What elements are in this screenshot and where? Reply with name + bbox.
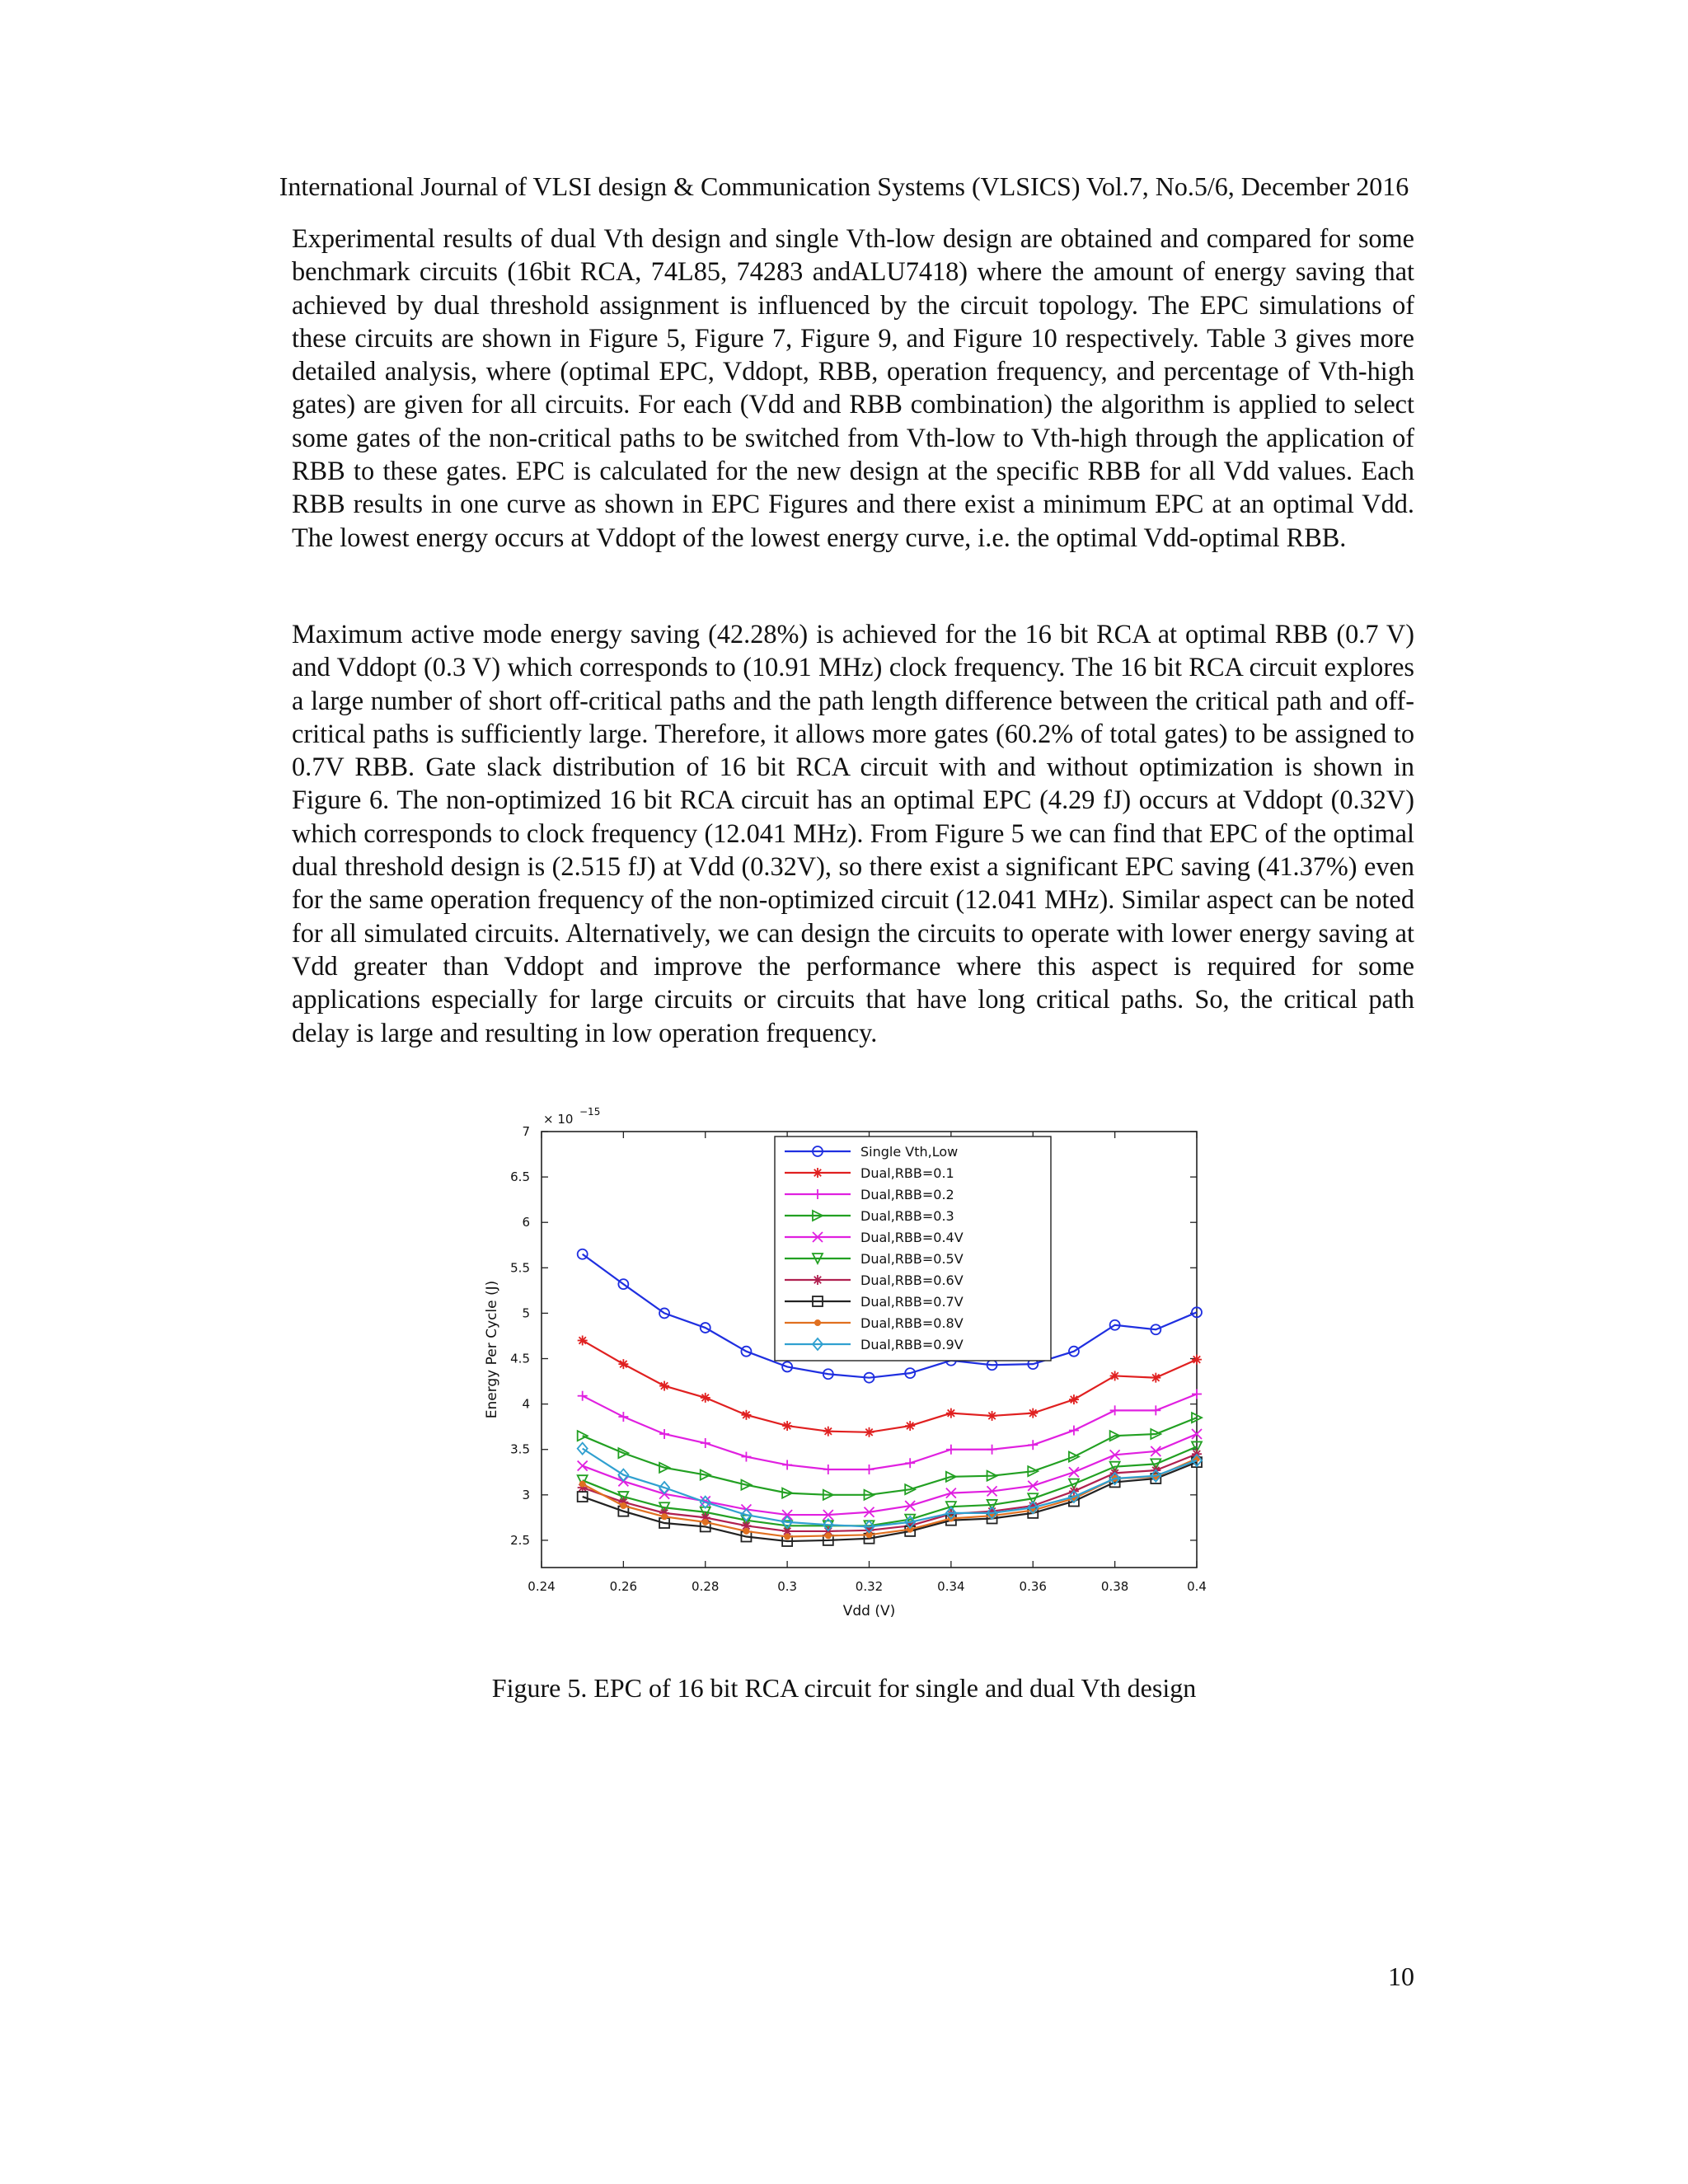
x-tick-label: 0.34 [937,1579,965,1594]
data-point [987,1411,997,1421]
x-tick-label: 0.28 [692,1579,720,1594]
data-point [1192,1355,1202,1365]
journal-header: International Journal of VLSI design & Communication Systems (VLSICS) Vol.7, No.5/6, December 2016 [279,171,1409,201]
data-point [579,1481,585,1487]
data-point [1028,1408,1038,1418]
y-tick-label: 7 [522,1124,530,1139]
y-axis-label: Energy Per Cycle (J) [484,1280,500,1419]
x-tick-label: 0.26 [609,1579,638,1594]
y-tick-label: 4 [522,1396,530,1412]
legend-label: Dual,RBB=0.2 [860,1187,954,1202]
y-exponent-power: −15 [579,1106,601,1118]
y-tick-label: 5 [522,1305,530,1321]
data-point [702,1519,708,1525]
data-point [946,1408,956,1418]
data-point [782,1421,792,1431]
y-exponent-label: × 10 [543,1112,574,1127]
legend-marker [815,1320,821,1326]
epc-figure [478,1104,1220,1632]
x-tick-label: 0.36 [1019,1579,1047,1594]
y-tick-label: 5.5 [510,1260,530,1276]
data-point [662,1514,668,1520]
data-point [1110,1371,1120,1380]
legend-label: Dual,RBB=0.4V [860,1230,964,1245]
data-point [743,1528,749,1534]
x-axis-label: Vdd (V) [842,1603,896,1619]
data-point [701,1393,710,1403]
legend-label: Dual,RBB=0.7V [860,1294,964,1310]
data-point [618,1359,628,1369]
data-point [865,1427,874,1437]
legend-label: Dual,RBB=0.5V [860,1251,964,1267]
body-paragraph-2: Maximum active mode energy saving (42.28%) is achieved for the 16 bit RCA at optimal RBB (0.7 V) and Vddopt (0.3 V) which corresponds to (10.91 MHz) clock frequency. The 16 bit RCA circuit explores a large number of short off-critical paths and the path length difference between the critical path and off-critical paths is sufficiently large. Therefore, it allows more gates (60.2% of total gates) to be assigned to 0.7V RBB. Gate slack distribution of 16 bit RCA circuit with and without optimization is shown in Figure 6. The non-optimized 16 bit RCA circuit has an optimal EPC (4.29 fJ) occurs at Vddopt (0.32V) which corresponds to clock frequency (12.041 MHz). From Figure 5 we can find that EPC of the optimal dual threshold design is (2.515 fJ) at Vdd (0.32V), so there exist a significant EPC saving (41.37%) even for the same operation frequency of the non-optimized circuit (12.041 MHz). Similar aspect can be noted for all simulated circuits. Alternatively, we can design the circuits to operate with lower energy saving at Vdd greater than Vddopt and improve the performance where this aspect is required for some applications especially for large circuits or circuits that have long critical paths. So, the critical path delay is large and resulting in low operation frequency. [292,619,1414,1047]
y-tick-label: 6 [522,1215,530,1230]
data-point [1151,1373,1160,1383]
y-tick-label: 2.5 [510,1532,530,1548]
x-tick-label: 0.24 [528,1579,556,1594]
y-tick-label: 6.5 [510,1169,530,1185]
x-tick-label: 0.4 [1187,1579,1207,1594]
data-point [1069,1394,1079,1404]
legend-label: Dual,RBB=0.1 [860,1165,954,1181]
legend-label: Single Vth,Low [860,1144,959,1160]
epc-chart [478,1104,1220,1632]
data-point [621,1503,626,1509]
data-point [825,1533,831,1539]
data-point [785,1534,790,1540]
y-tick-label: 4.5 [510,1351,530,1366]
legend-label: Dual,RBB=0.8V [860,1315,964,1331]
x-tick-label: 0.38 [1100,1579,1129,1594]
page-number: 10 [1388,1961,1414,1991]
figure-caption: Figure 5. EPC of 16 bit RCA circuit for single and dual Vth design [491,1673,1197,1703]
x-tick-label: 0.32 [855,1579,884,1594]
legend-marker [813,1275,823,1285]
y-tick-label: 3.5 [510,1441,530,1457]
legend-label: Dual,RBB=0.9V [860,1337,964,1352]
legend-marker [813,1168,823,1178]
data-point [905,1421,915,1431]
body-paragraph-1: Experimental results of dual Vth design and single Vth-low design are obtained and compared for some benchmark circuits (16bit RCA, 74L85, 74283 andALU7418) where the amount of energy saving that achieved by dual threshold assignment is influenced by the circuit topology. The EPC simulations of these circuits are shown in Figure 5, Figure 7, Figure 9, and Figure 10 respectively. Table 3 gives more detailed analysis, where (optimal EPC, Vddopt, RBB, operation frequency, and percentage of Vth-high gates) are given for all circuits. For each (Vdd and RBB combination) the algorithm is applied to select some gates of the non-critical paths to be switched from Vth-low to Vth-high through the application of RBB to these gates. EPC is calculated for the new design at the specific RBB for all Vdd values. Each RBB results in one curve as shown in EPC Figures and there exist a minimum EPC at an optimal Vdd. The lowest energy occurs at Vddopt of the lowest energy curve, i.e. the optimal Vdd-optimal RBB. [292,223,1414,552]
legend-label: Dual,RBB=0.6V [860,1272,964,1288]
legend-label: Dual,RBB=0.3 [860,1208,954,1224]
data-point [823,1427,833,1436]
data-point [741,1410,751,1420]
x-tick-label: 0.3 [777,1579,798,1594]
y-tick-label: 3 [522,1487,530,1502]
